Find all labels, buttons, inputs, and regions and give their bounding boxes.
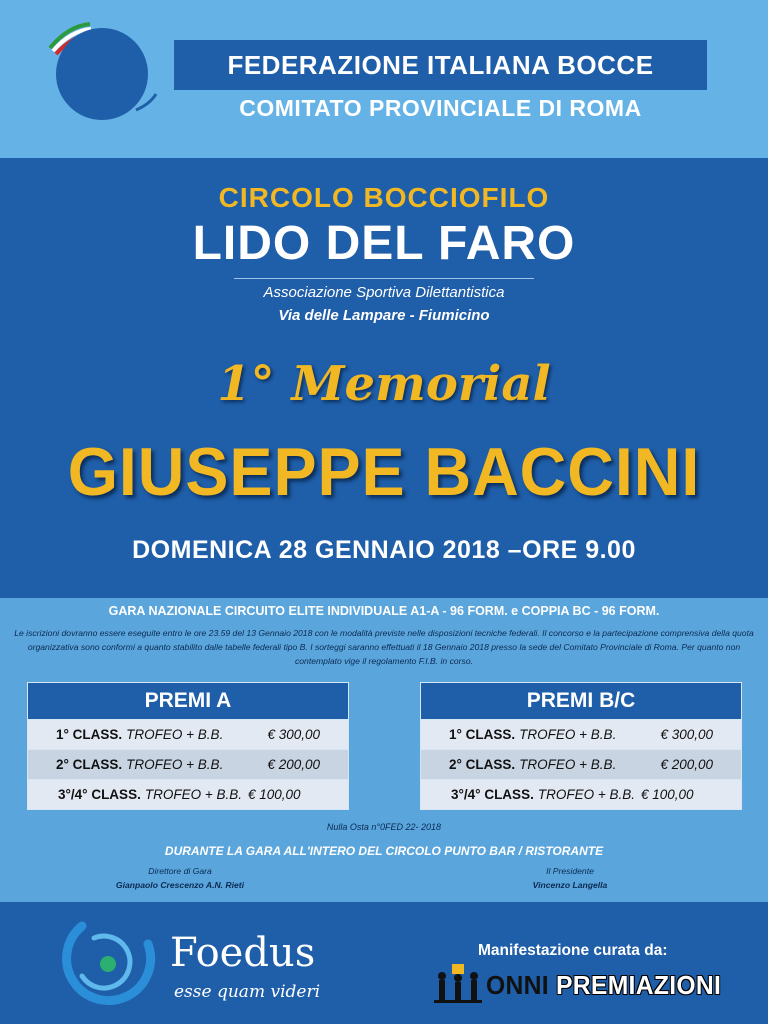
divider-line — [234, 278, 534, 279]
prize-description: TROFEO + B.B. — [126, 757, 224, 772]
competition-headline: GARA NAZIONALE CIRCUITO ELITE INDIVIDUALE A1-A - 96 FORM. e COPPIA BC - 96 FORM. — [108, 604, 660, 618]
prize-class: 2° CLASS. — [56, 757, 123, 772]
footer-band — [0, 902, 768, 1024]
organizer-name-part1: ONNI — [486, 970, 549, 1000]
prize-description: TROFEO + B.B. — [144, 787, 242, 802]
prize-table-a — [27, 682, 349, 810]
bar-notice: DURANTE LA GARA ALL'INTERO DEL CIRCOLO PUNTO BAR / RISTORANTE — [164, 844, 604, 858]
prize-description: TROFEO + B.B. — [126, 727, 224, 742]
table-row — [27, 780, 349, 810]
prize-class: 1° CLASS. — [449, 727, 516, 742]
table-row — [27, 720, 349, 750]
prize-table-bc — [420, 682, 742, 810]
committee-subtitle: COMITATO PROVINCIALE DI ROMA — [239, 95, 642, 121]
prize-class: 3°/4° CLASS. — [451, 787, 534, 802]
header-band — [0, 0, 768, 158]
club-address: Via delle Lampare - Fiumicino — [278, 307, 490, 324]
prize-table-bc-title: PREMI B/C — [420, 682, 742, 720]
prize-amount: € 200,00 — [267, 757, 320, 772]
memorial-title: 1° Memorial — [217, 356, 551, 412]
sponsor-name: Foedus — [170, 930, 316, 976]
onni-trophy-icon — [432, 960, 484, 1004]
foedus-logo-icon — [52, 914, 164, 1010]
event-date: DOMENICA 28 GENNAIO 2018 –ORE 9.00 — [132, 536, 636, 564]
prize-description: TROFEO + B.B. — [519, 727, 617, 742]
prize-amount: € 100,00 — [640, 787, 694, 802]
prize-table-a-title: PREMI A — [27, 682, 349, 720]
organizer-name-part2: PREMIAZIONI — [556, 970, 722, 1000]
prize-description: TROFEO + B.B. — [537, 787, 635, 802]
prize-class: 1° CLASS. — [56, 727, 123, 742]
permit-number: Nulla Osta n°0FED 22- 2018 — [326, 822, 442, 832]
club-type-heading: CIRCOLO BOCCIOFILO — [218, 182, 550, 213]
table-row — [27, 750, 349, 780]
prize-description: TROFEO + B.B. — [519, 757, 617, 772]
president-name: Vincenzo Langella — [532, 880, 608, 890]
organizer-name — [486, 970, 721, 1001]
curated-by-label: Manifestazione curata da: — [478, 942, 668, 959]
president-role: Il Presidente — [546, 866, 594, 876]
prize-amount: € 100,00 — [247, 787, 301, 802]
fib-logo-icon — [40, 20, 165, 130]
prize-class: 3°/4° CLASS. — [58, 787, 141, 802]
table-row — [420, 780, 742, 810]
prize-amount: € 300,00 — [660, 727, 713, 742]
director-name: Gianpaolo Crescenzo A.N. Rieti — [115, 880, 245, 890]
table-row — [420, 720, 742, 750]
club-name: LIDO DEL FARO — [192, 217, 576, 270]
federation-title: FEDERAZIONE ITALIANA BOCCE — [174, 40, 707, 90]
director-role: Direttore di Gara — [148, 866, 212, 876]
prize-class: 2° CLASS. — [449, 757, 516, 772]
prize-amount: € 300,00 — [267, 727, 320, 742]
rules-section — [0, 598, 768, 902]
honoree-name: GIUSEPPE BACCINI — [67, 434, 701, 510]
table-row — [420, 750, 742, 780]
prize-amount: € 200,00 — [660, 757, 713, 772]
club-association-type: Associazione Sportiva Dilettantistica — [263, 284, 505, 301]
regulations-text: Le iscrizioni dovranno essere eseguite entro le ore 23.59 del 13 Gennaio 2018 con le modalità previste nelle disposizioni tecniche federali. Il concorso e la partecipazione comprensiva della quota organizzativa sono conformi a quanto stabilito dalle tabelle federali tipo B. I sorteggi saranno effettuati il 18 Gennaio 2018 presso la sede del Comitato Provinciale di Roma. Per quanto non contemplato vige il regolamento F.I.B. in corso. — [14, 628, 754, 666]
main-panel — [0, 158, 768, 598]
sponsor-motto: esse quam videri — [174, 982, 321, 1002]
